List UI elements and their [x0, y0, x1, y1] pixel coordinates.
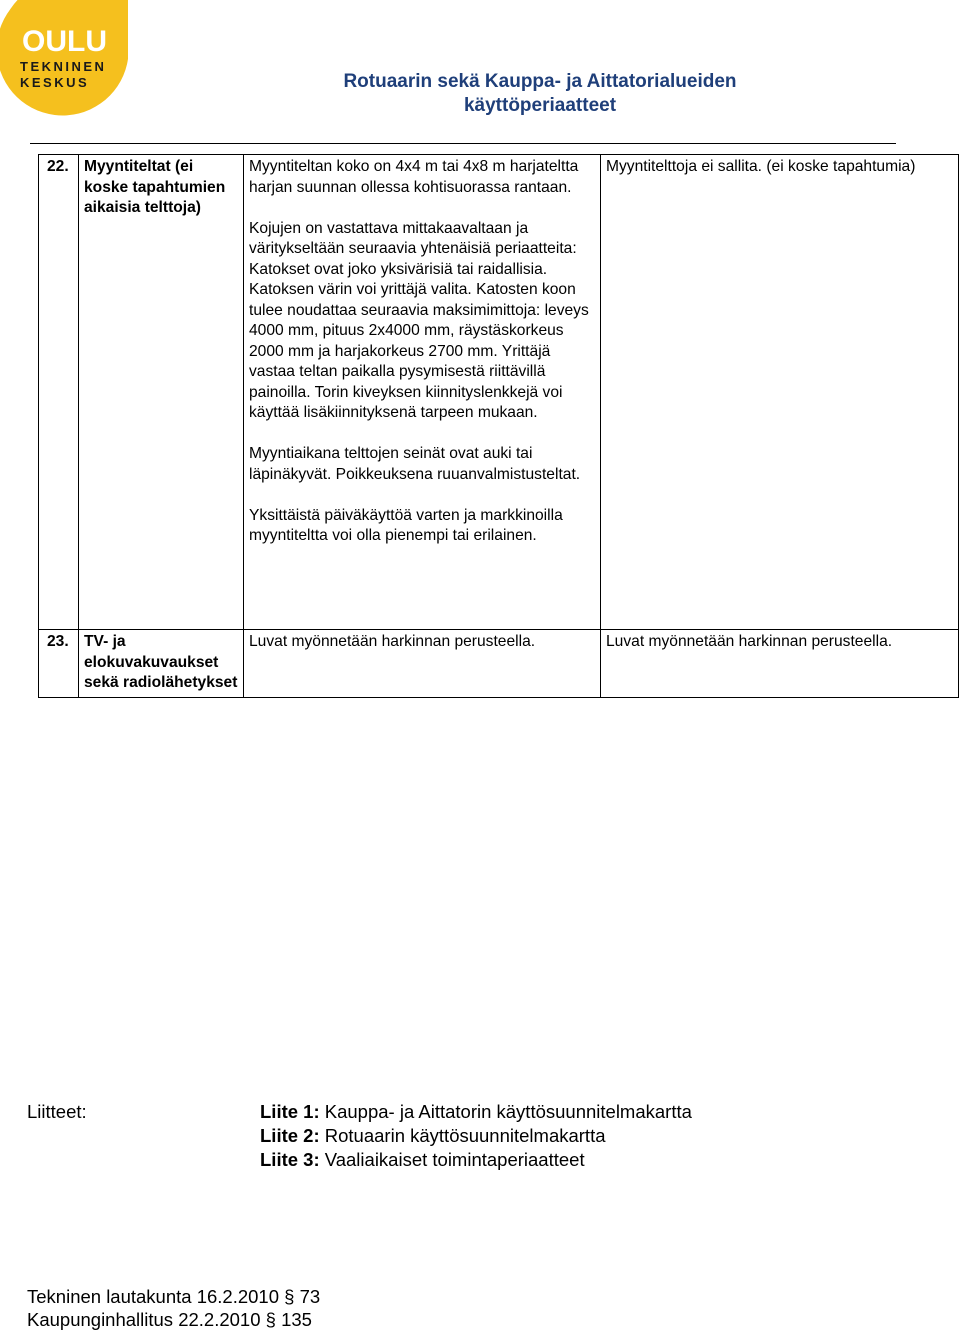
attachment-text: Vaaliaikaiset toimintaperiaatteet — [324, 1149, 585, 1170]
footer-section-number: 135 — [281, 1309, 312, 1330]
row-topic: TV- ja elokuvakuvaukset sekä radiolähetykset — [84, 633, 238, 691]
rule-paragraph: Myyntiteltan koko on 4x4 m tai 4x8 m harjateltta harjan suunnan ollessa kohtisuorassa rantaan. — [249, 158, 579, 196]
footer-meeting: Tekninen lautakunta 16.2.2010 — [27, 1286, 280, 1307]
row-number: 22. — [47, 158, 69, 175]
logo-wordmark: OULU — [22, 25, 107, 58]
header-divider — [30, 143, 896, 144]
footer-line-2 — [27, 1308, 320, 1331]
rule-paragraph: Kojujen on vastattava mittakaavaltaan ja väritykseltään seuraavia yhtenäisiä periaatteita: Katokset ovat joko yksivärisiä tai raidallisia. Katoksen värin voi yrittäjä valita. Katosten koon tulee noudattaa seuraavia maksimimittoja: leveys 4000 mm, pituus 2x4000 mm, räystäskorkeus 2000 mm ja harjakorkeus 2700 mm. Yrittäjä vastaa teltan paikalla pysymisestä riittävillä painoilla. Torin kiveyksen kiinnityslenkkejä voi käyttää lisäkiinnityksenä tarpeen mukaan. — [249, 219, 589, 421]
footer — [27, 1285, 320, 1331]
row-note: Luvat myönnetään harkinnan perusteella. — [606, 633, 893, 650]
topic-cell — [79, 630, 244, 698]
rule-paragraph: Yksittäistä päiväkäyttöä varten ja markkinoilla myyntiteltta voi olla pienempi tai erilainen. — [249, 506, 563, 544]
section-sign-icon: § — [265, 1309, 276, 1330]
section-sign-icon: § — [284, 1286, 295, 1307]
footer-section-number: 73 — [299, 1286, 321, 1307]
attachment-text: Kauppa- ja Aittatorin käyttösuunnitelmakartta — [324, 1101, 692, 1122]
attachment-item — [260, 1124, 692, 1148]
table-row — [39, 155, 959, 630]
rule-paragraph: Myyntiaikana telttojen seinät ovat auki tai läpinäkyvät. Poikkeuksena ruuanvalmistusteltat. — [249, 445, 581, 483]
attachment-key: Liite 1: — [260, 1101, 320, 1122]
oulu-tekninen-keskus-logo — [0, 0, 128, 118]
note-cell — [601, 155, 959, 630]
row-note: Myyntitelttoja ei sallita. (ei koske tapahtumia) — [606, 158, 916, 175]
logo-line-2: KESKUS — [20, 75, 90, 90]
row-topic: Myyntiteltat (ei koske tapahtumien aikaisia telttoja) — [84, 158, 226, 216]
attachment-item — [260, 1148, 692, 1172]
document-title-line-1: Rotuaarin sekä Kauppa- ja Aittatorialueiden — [343, 71, 737, 92]
attachment-text: Rotuaarin käyttösuunnitelmakartta — [324, 1125, 606, 1146]
attachments-list — [260, 1100, 692, 1172]
rules-cell — [244, 630, 601, 698]
row-number-cell — [39, 630, 79, 698]
document-title-line-2: käyttöperiaatteet — [463, 95, 617, 116]
footer-meeting: Kaupunginhallitus 22.2.2010 — [27, 1309, 261, 1330]
attachments-label: Liitteet: — [27, 1101, 87, 1122]
attachment-key: Liite 2: — [260, 1125, 320, 1146]
topic-cell — [79, 155, 244, 630]
rules-table — [38, 154, 959, 698]
rule-paragraph: Luvat myönnetään harkinnan perusteella. — [249, 633, 536, 650]
footer-line-1 — [27, 1285, 320, 1308]
rules-cell — [244, 155, 601, 630]
note-cell — [601, 630, 959, 698]
attachment-item — [260, 1100, 692, 1124]
table-row — [39, 630, 959, 698]
attachment-key: Liite 3: — [260, 1149, 320, 1170]
row-number-cell — [39, 155, 79, 630]
logo-line-1: TEKNINEN — [20, 59, 107, 74]
row-number: 23. — [47, 633, 69, 650]
document-title — [300, 70, 780, 118]
